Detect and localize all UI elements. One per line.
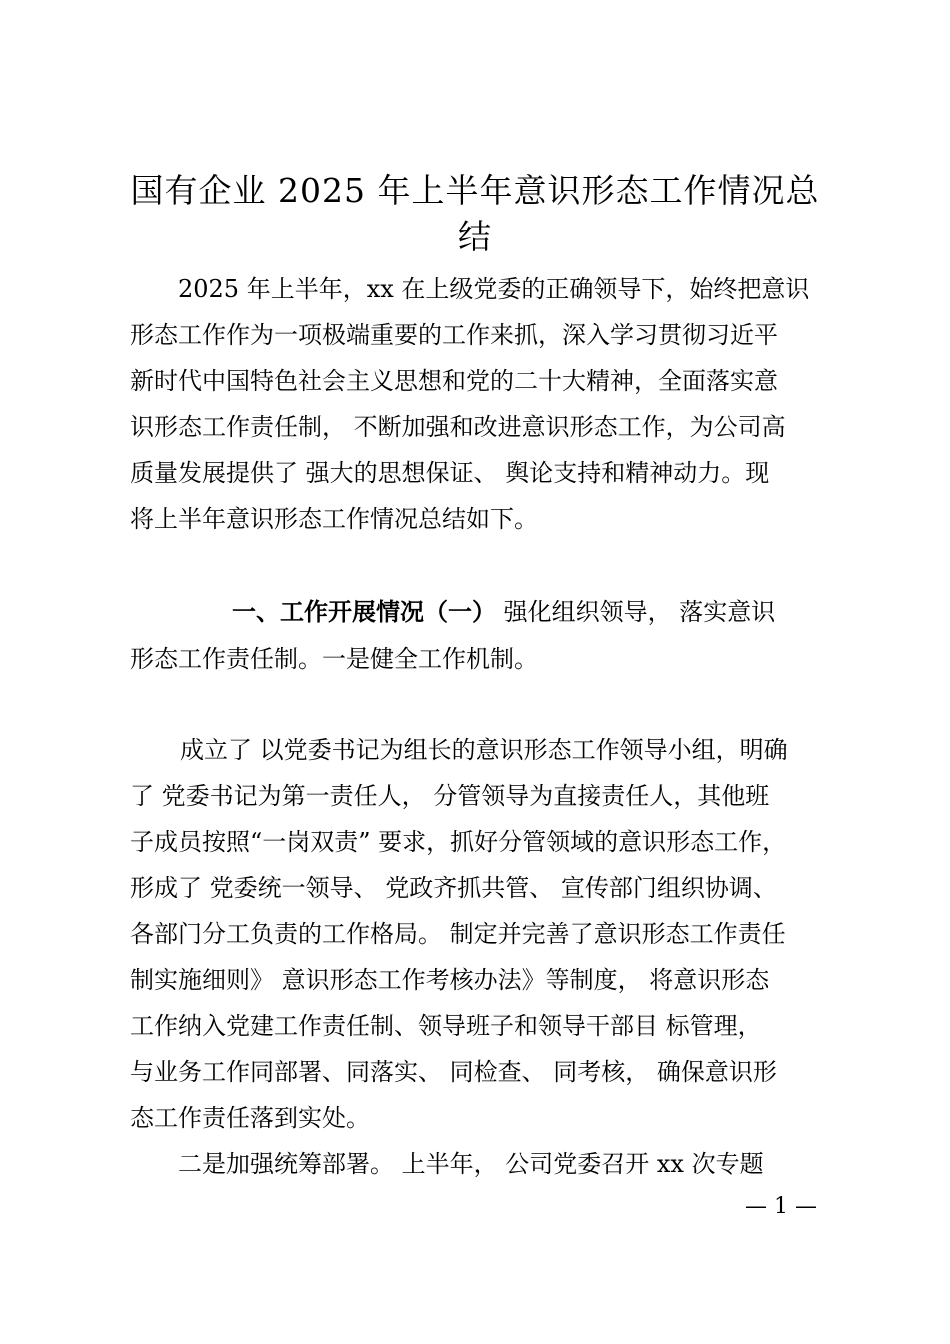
body-line-3: 子成员按照“一岗双责” 要求，抓好分管领域的意识形态工作， xyxy=(130,828,787,856)
body-line-10: 二是加强统筹部署。 上半年， 公司党委召开 xx 次专题 xyxy=(178,1150,764,1178)
body-line-2: 了 党委书记为第一责任人， 分管领导为直接责任人，其他班 xyxy=(130,782,770,810)
body-line-9: 态工作责任落到实处。 xyxy=(130,1104,370,1132)
body-line-7: 工作纳入党建工作责任制、领导班子和领导干部目 标管理， xyxy=(130,1012,762,1040)
intro-line-3: 新时代中国特色社会主义思想和党的二十大精神，全面落实意 xyxy=(130,367,778,395)
document-title: 国有企业 2025 年上半年意识形态工作情况总结 xyxy=(130,171,820,256)
section-heading-line-2: 形态工作责任制。一是健全工作机制。 xyxy=(130,645,538,673)
intro-line-2: 形态工作作为一项极端重要的工作来抓，深入学习贯彻习近平 xyxy=(130,321,778,349)
intro-line-4: 识形态工作责任制， 不断加强和改进意识形态工作，为公司高 xyxy=(130,413,786,441)
body-line-4: 形成了 党委统一领导、 党政齐抓共管、 宣传部门组织协调、 xyxy=(130,874,777,902)
intro-line-1: 2025 年上半年，xx 在上级党委的正确领导下，始终把意识 xyxy=(178,275,810,303)
body-line-5: 各部门分工负责的工作格局。 制定并完善了意识形态工作责任 xyxy=(130,920,786,948)
section-heading-rest: 强化组织领导， 落实意识 xyxy=(496,598,776,626)
body-line-6: 制实施细则》 意识形态工作考核办法》等制度， 将意识形态 xyxy=(130,966,770,994)
body-line-1: 成立了 以党委书记为组长的意识形态工作领导小组，明确 xyxy=(180,736,788,764)
section-heading xyxy=(232,596,775,628)
page-number: — 1 — xyxy=(745,1194,817,1219)
body-line-8: 与业务工作同部署、同落实、 同检查、 同考核， 确保意识形 xyxy=(130,1058,777,1086)
intro-line-6: 将上半年意识形态工作情况总结如下。 xyxy=(130,505,538,533)
intro-line-5: 质量发展提供了 强大的思想保证、 舆论支持和精神动力。现 xyxy=(130,459,770,487)
section-heading-bold: 一、工作开展情况（一） xyxy=(232,597,496,626)
